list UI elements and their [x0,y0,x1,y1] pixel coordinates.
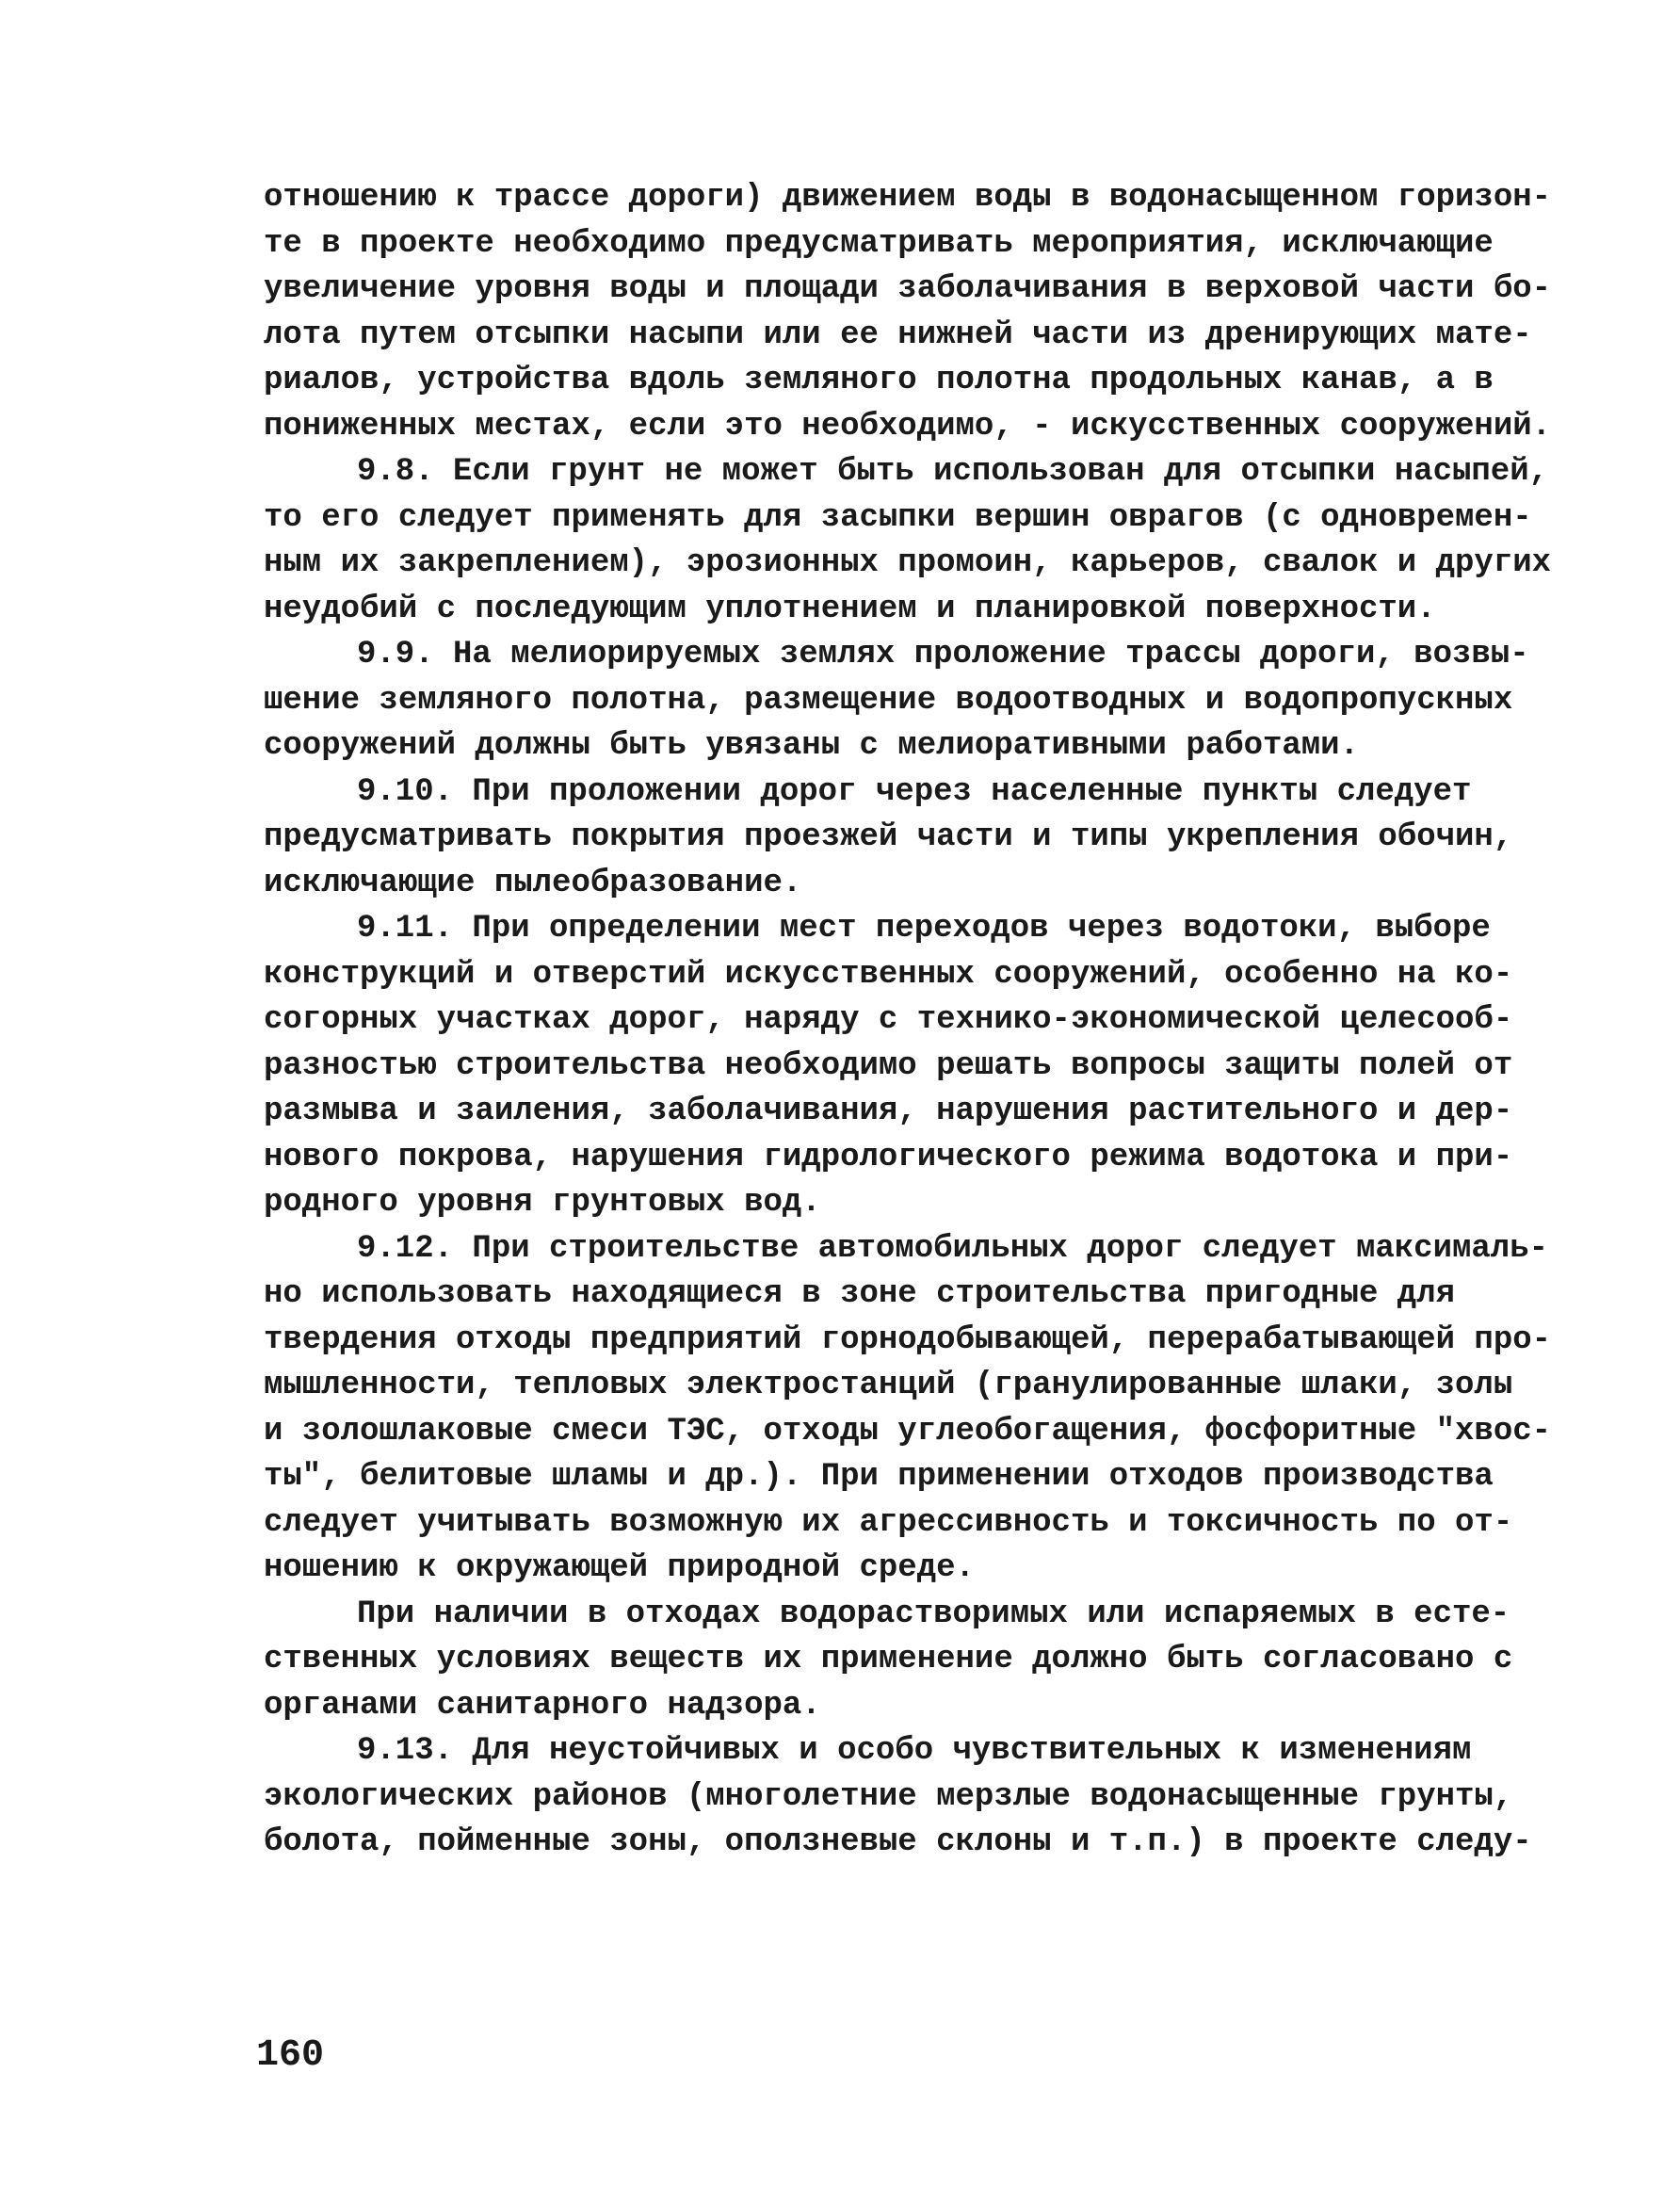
paragraph-first-line: 9.10. При проложении дорог через населенные пункты следует [357,773,1472,810]
text-line: следует учитывать возможную их агрессивность и токсичность по от- [264,1504,1513,1541]
text-line: мышленности, тепловых электростанций (гранулированные шлаки, золы [264,1368,1513,1403]
text-line: неудобий с последующим уплотнением и планировкой поверхности. [264,591,1436,627]
paragraph-first-line: 9.9. На мелиорируемых землях проложение трассы дороги, возвы- [357,637,1529,672]
text-line: твердения отходы предприятий горнодобывающей, перерабатывающей про- [264,1321,1552,1358]
text-line: лота путем отсыпки насыпи или ее нижней части из дренирующих мате- [264,316,1532,353]
text-line: исключающие пылеобразование. [264,865,802,901]
text-line: ношению к окружающей природной среде. [264,1550,975,1586]
text-line: риалов, устройства вдоль земляного полотна продольных канав, а в [264,363,1494,398]
text-line: но использовать находящиеся в зоне строительства пригодные для [264,1276,1456,1312]
text-line: болота, пойменные зоны, оползневые склоны и т.п.) в проекте следу- [264,1824,1532,1860]
text-line: те в проекте необходимо предусматривать мероприятия, исключающие [264,225,1494,262]
paragraph-first-line: 9.8. Если грунт не может быть использован для отсыпки насыпей, [357,454,1549,490]
text-line: ты", белитовые шламы и др.). При применении отходов производства [264,1459,1494,1495]
text-line: конструкций и отверстий искусственных сооружений, особенно на ко- [264,956,1513,993]
body-text [264,175,1563,1866]
text-line: родного уровня грунтовых вод. [264,1185,821,1221]
text-line: размыва и заиления, заболачивания, нарушения растительного и дер- [264,1093,1513,1129]
text-line: отношению к трассе дороги) движением воды в водонасыщенном горизон- [264,180,1552,216]
text-line: согорных участках дорог, наряду с технико-экономической целесооб- [264,1002,1513,1038]
text-line: экологических районов (многолетние мерзлые водонасыщенные грунты, [264,1778,1513,1815]
paragraph-first-line: 9.12. При строительстве автомобильных дорог следует максималь- [357,1230,1549,1267]
text-line: сооружений должны быть увязаны с мелиоративными работами. [264,728,1359,764]
text-line: увеличение уровня воды и площади заболачивания в верховой части бо- [264,271,1552,307]
text-line: ственных условиях веществ их применение должно быть согласовано с [264,1642,1513,1677]
paragraph-first-line: При наличии в отходах водорастворимых или испаряемых в есте- [357,1596,1510,1632]
text-line: то его следует применять для засыпки вершин оврагов (с одновремен- [264,499,1532,536]
text-line: разностью строительства необходимо решать вопросы защиты полей от [264,1047,1513,1084]
paragraph-first-line: 9.13. Для неустойчивых и особо чувствительных к изменениям [357,1733,1472,1769]
text-line: органами санитарного надзора. [264,1687,821,1724]
text-line: ным их закреплением), эрозионных промоин, карьеров, свалок и других [264,545,1552,581]
text-line: шение земляного полотна, размещение водоотводных и водопропускных [264,682,1513,719]
text-line: нового покрова, нарушения гидрологического режима водотока и при- [264,1139,1513,1175]
text-line: предусматривать покрытия проезжей части и типы укрепления обочин, [264,819,1513,855]
paragraph-first-line: 9.11. При определении мест переходов через водотоки, выборе [357,911,1491,947]
text-line: и золошлаковые смеси ТЭС, отходы углеобогащения, фосфоритные "хвос- [264,1413,1552,1450]
page-number: 160 [256,2034,325,2077]
text-line: пониженных местах, если это необходимо, - искусственных сооружений. [264,408,1552,445]
